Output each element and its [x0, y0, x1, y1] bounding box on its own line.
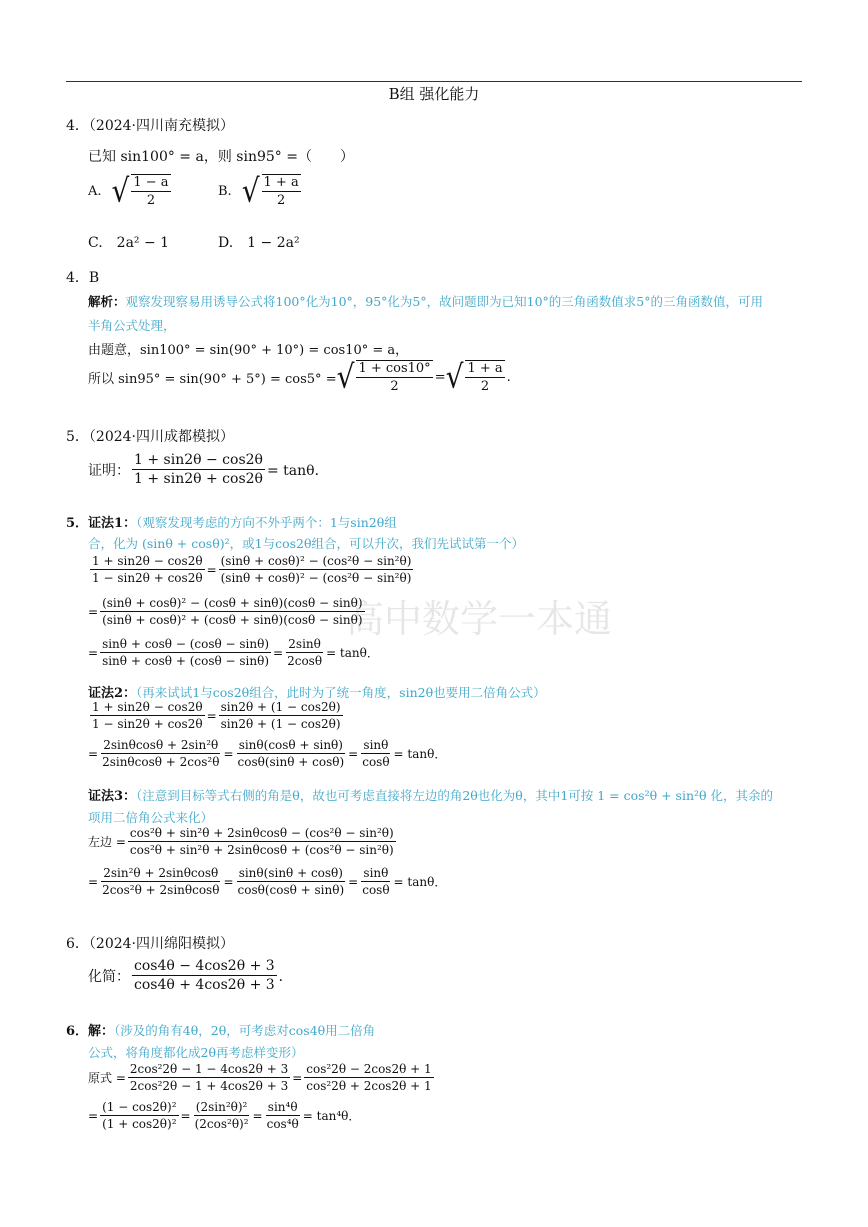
q5-m2-l2-den: 2sinθcosθ + 2cos²θ	[102, 755, 220, 769]
q5-m3-l2-mnum: sinθ(sinθ + cosθ)	[238, 866, 343, 880]
q5-stem-prefix: 证明：	[88, 462, 130, 479]
q5-m1-line2: = $\frac{\text{(sinθ + cosθ)² − (cosθ + sinθ)(cosθ − sinθ)}}{\text{(sinθ + cosθ)² + (cosθ + sinθ)(cosθ − sinθ)}}$	[88, 596, 363, 627]
q5-m3-l2-rden: cosθ	[362, 883, 390, 897]
q6-l2-mnum: (2sin²θ)²	[195, 1100, 248, 1114]
q5-m2-l2-mden: cosθ(sinθ + cosθ)	[237, 755, 345, 769]
q6-stem-prefix: 化简：	[88, 968, 130, 985]
q4-option-b	[218, 171, 303, 210]
q5-m1-l3-rnum: 2sinθ	[288, 637, 321, 651]
q5-m3-l1-num: cos²θ + sin²θ + 2sinθcosθ − (cos²θ − sin²θ)	[129, 826, 394, 840]
q5-m3-l2-rnum: sinθ	[363, 866, 389, 880]
q5-m1-l3-num: sinθ + cosθ − (cosθ − sinθ)	[102, 637, 270, 651]
q5-m1-l3-den: sinθ + cosθ + (cosθ − sinθ)	[102, 654, 270, 668]
top-rule	[66, 81, 802, 82]
q4-option-b-label: B.	[218, 183, 232, 199]
q4-step1: 由题意，sin100° = sin(90° + 10°) = cos10° = a，	[88, 343, 409, 358]
q4-option-a	[88, 171, 173, 210]
q4-option-c: C. 2a² − 1	[88, 235, 170, 251]
q5-method2-label: 证法2：	[88, 686, 137, 701]
q5-stem-rhs: = tanθ．	[266, 462, 329, 479]
q5-m3-l2-end: = tanθ．	[393, 875, 447, 889]
q6-solution-label: 6．解：	[66, 1024, 115, 1039]
q4-answer: 4．B	[66, 270, 100, 286]
q4-step2-sqrt1: √ 1 + cos10° 2	[336, 357, 431, 396]
q5-m2-l1-rnum: sin2θ + (1 − cos2θ)	[220, 700, 341, 714]
q5-m2-l2-end: = tanθ．	[393, 747, 447, 761]
watermark: 高中数学一本通	[346, 597, 613, 641]
q6-l1-rden: cos²2θ + 2cos2θ + 1	[306, 1079, 432, 1093]
q5-method2-line	[88, 682, 546, 701]
q5-stem-den: 1 + sin2θ + cos2θ	[134, 471, 263, 487]
q6-l2-mden: (2cos²θ)²	[194, 1117, 249, 1131]
q4-option-b-den: 2	[276, 193, 286, 208]
q6-stem	[88, 958, 293, 993]
q6-l1-den: 2cos²2θ − 1 + 4cos2θ + 3	[129, 1079, 289, 1093]
q6-l1-prefix: 原式 =	[88, 1071, 126, 1085]
q5-method1-note2: 合，化为 (sinθ + cosθ)²，或1与cos2θ组合，可以升次，我们先试试第一个）	[88, 536, 524, 551]
q4-option-a-sqrt: √ $\frac{1 - a}{2}$	[111, 171, 169, 210]
q4-step2	[88, 357, 511, 396]
q5-m3-l2-den: 2cos²θ + 2sinθcosθ	[102, 883, 220, 897]
q5-m2-l2-rnum: sinθ	[363, 738, 389, 752]
q5-m1-l2-den: (sinθ + cosθ)² + (cosθ + sinθ)(cosθ − sinθ)	[102, 613, 363, 627]
q5-method3-note1: （注意到目标等式右侧的角是θ，故也可考虑直接将左边的角2θ也化为θ，其中1可按 1 = cos²θ + sin²θ 化，其余的	[136, 788, 773, 803]
q6-stem-end: ．	[278, 968, 293, 985]
q5-m1-l3-end: = tanθ．	[326, 646, 379, 660]
q5-m1-l1-den: 1 − sin2θ + cos2θ	[92, 571, 203, 585]
q5-m3-l1-den: cos²θ + sin²θ + 2sinθcosθ + (cos²θ − sin²θ)	[129, 843, 394, 857]
q4-stem-body: sin100° = a，则 sin95° =（ ）	[120, 149, 354, 165]
q6-l1-num: 2cos²2θ − 1 − 4cos2θ + 3	[129, 1062, 289, 1076]
q5-m2-l2-num: 2sinθcosθ + 2sin²θ	[103, 738, 219, 752]
q5-m2-l1-num: 1 + sin2θ − cos2θ	[92, 700, 203, 714]
q6-line2: = $\frac{\text{(1 − cos2θ)²}}{\text{(1 + cos2θ)²}}$ = $\frac{\text{(2sin²θ)²}}{\text{(2cos²θ)²}}$ = $\frac{\text{sin⁴θ}}{\text{cos⁴θ}}$ = tan⁴θ．	[88, 1100, 361, 1131]
q6-solution-note1: （涉及的角有4θ，2θ，可考虑对cos4θ用二倍角	[114, 1023, 376, 1038]
q6-stem-den: cos4θ + 4cos2θ + 3	[134, 977, 275, 993]
q4-step2-num1: 1 + cos10°	[358, 361, 431, 376]
q5-method3-note2: 项用二倍角公式来化）	[88, 810, 214, 825]
q6-l2-num: (1 − cos2θ)²	[102, 1100, 177, 1114]
q4-analysis-text1: 观察发现察易用诱导公式将100°化为10°，95°化为5°，故问题即为已知10°的三角函数值求5°的三角函数值，可用	[125, 294, 763, 309]
q4-analysis-label: 解析：	[88, 294, 126, 309]
q5-method1-label: 5．证法1：	[66, 516, 137, 531]
q5-m3-line2: = $\frac{\text{2sin²θ + 2sinθcosθ}}{\text{2cos²θ + 2sinθcosθ}}$ = $\frac{\sin\theta(\sin\theta + \cos\theta)}{\cos\theta(\cos\theta + \sin\theta)}$ = $\frac{\sin\theta}{\cos\theta}$ = tanθ．	[88, 866, 447, 897]
q4-analysis-line1	[88, 292, 763, 310]
q4-stem	[88, 146, 354, 166]
q4-step2-den2: 2	[480, 379, 490, 394]
q5-method3-label: 证法3：	[88, 789, 137, 804]
q5-m1-line1: $\frac{1 + \sin 2\theta - \cos 2\theta}{1 - \sin 2\theta + \cos 2\theta}$ = $\frac{\text{(sinθ + cosθ)² − (cos²θ − sin²θ)}}{\text{(sinθ + cosθ)² − (cos²θ − sin²θ)}}$	[92, 554, 412, 585]
q6-solution-note2: 公式，将角度都化成2θ再考虑样变形）	[88, 1045, 304, 1060]
q5-m3-line1	[88, 826, 398, 857]
q5-method1-note1: （观察发现考虑的方向不外乎两个：1与sin2θ组	[136, 515, 397, 530]
q5-m1-l2-num: (sinθ + cosθ)² − (cosθ + sinθ)(cosθ − sinθ)	[102, 596, 363, 610]
q4-step2-sqrt2: √ 1 + a 2	[445, 357, 503, 396]
q5-method2-note: （再来试试1与cos2θ组合，此时为了统一角度，sin2θ也要用二倍角公式）	[136, 685, 546, 700]
q5-stem	[88, 452, 329, 487]
q4-option-b-num: 1 + a	[263, 175, 299, 190]
q4-header: 4．（2024·四川南充模拟）	[66, 118, 234, 134]
q5-m3-left: 左边 =	[88, 835, 126, 849]
q4-option-d: D. 1 − 2a²	[218, 235, 300, 251]
q4-analysis-line2: 半角公式处理，	[88, 318, 176, 333]
q6-line1: 原式 = $\frac{\text{2cos²2θ − 1 − 4cos2θ + 3}}{\text{2cos²2θ − 1 + 4cos2θ + 3}}$ = $\frac{\text{cos²2θ − 2cos2θ + 1}}{\text{cos²2θ + 2cos2θ + 1}}$	[88, 1062, 432, 1093]
q5-m3-l2-mden: cosθ(cosθ + sinθ)	[237, 883, 345, 897]
q6-stem-num: cos4θ − 4cos2θ + 3	[134, 958, 275, 974]
section-title: B组 强化能力	[388, 85, 480, 103]
q5-stem-num: 1 + sin2θ − cos2θ	[134, 452, 263, 468]
q4-stem-prefix: 已知	[88, 149, 116, 165]
q4-step2-end: .	[506, 369, 511, 385]
q5-m1-l1-num: 1 + sin2θ − cos2θ	[92, 554, 203, 568]
q6-solution-line1	[66, 1020, 375, 1039]
q5-m1-l1-rden: (sinθ + cosθ)² − (cos²θ − sin²θ)	[220, 571, 412, 585]
q6-l2-den: (1 + cos2θ)²	[102, 1117, 177, 1131]
q5-m3-l2-num: 2sin²θ + 2sinθcosθ	[103, 866, 219, 880]
q5-m2-l2-mnum: sinθ(cosθ + sinθ)	[238, 738, 343, 752]
q4-option-a-num: 1 − a	[133, 175, 169, 190]
q4-option-a-den: 2	[146, 193, 156, 208]
q4-step2-num2: 1 + a	[467, 361, 503, 376]
q6-header: 6．（2024·四川绵阳模拟）	[66, 936, 234, 952]
q5-m2-line2: = $\frac{\text{2sinθcosθ + 2sin²θ}}{\text{2sinθcosθ + 2cos²θ}}$ = $\frac{\sin\theta(\cos\theta + \sin\theta)}{\cos\theta(\sin\theta + \cos\theta)}$ = $\frac{\sin\theta}{\cos\theta}$ = tanθ．	[88, 738, 447, 769]
q6-l2-end: = tan⁴θ．	[302, 1109, 361, 1123]
q5-m1-l3-rden: 2cosθ	[287, 654, 323, 668]
q5-header: 5．（2024·四川成都模拟）	[66, 429, 234, 445]
q5-m1-line3: = $\frac{\sin\theta + \cos\theta - (\cos\theta - \sin\theta)}{\sin\theta + \cos\theta + (\cos\theta - \sin\theta)}$ = $\frac{2\sin\theta}{2\cos\theta}$ = tanθ．	[88, 637, 379, 668]
q6-l2-rnum: sin⁴θ	[267, 1100, 298, 1114]
q4-step2-den1: 2	[390, 379, 399, 394]
q5-m2-l2-rden: cosθ	[362, 755, 390, 769]
q5-method1-line1	[66, 512, 397, 531]
q5-m2-line1: $\frac{1 + \sin 2\theta - \cos 2\theta}{1 - \sin 2\theta + \cos 2\theta}$ = $\frac{\sin 2\theta + (1 - \cos 2\theta)}{\sin 2\theta + (1 - \cos 2\theta)}$	[92, 700, 341, 731]
q5-method3-line1	[88, 785, 773, 804]
q6-l2-rden: cos⁴θ	[266, 1117, 299, 1131]
q5-m1-l1-rnum: (sinθ + cosθ)² − (cos²θ − sin²θ)	[220, 554, 412, 568]
q5-m2-l1-rden: sin2θ + (1 − cos2θ)	[220, 717, 341, 731]
q4-option-b-sqrt: √ $\frac{1 + a}{2}$	[241, 171, 299, 210]
q4-step2-eq: =	[434, 369, 446, 385]
q4-option-a-label: A.	[88, 183, 102, 199]
q6-l1-rnum: cos²2θ − 2cos2θ + 1	[306, 1062, 432, 1076]
q5-m2-l1-den: 1 − sin2θ + cos2θ	[92, 717, 203, 731]
q4-step2-prefix: 所以 sin95° = sin(90° + 5°) = cos5° =	[88, 371, 337, 387]
